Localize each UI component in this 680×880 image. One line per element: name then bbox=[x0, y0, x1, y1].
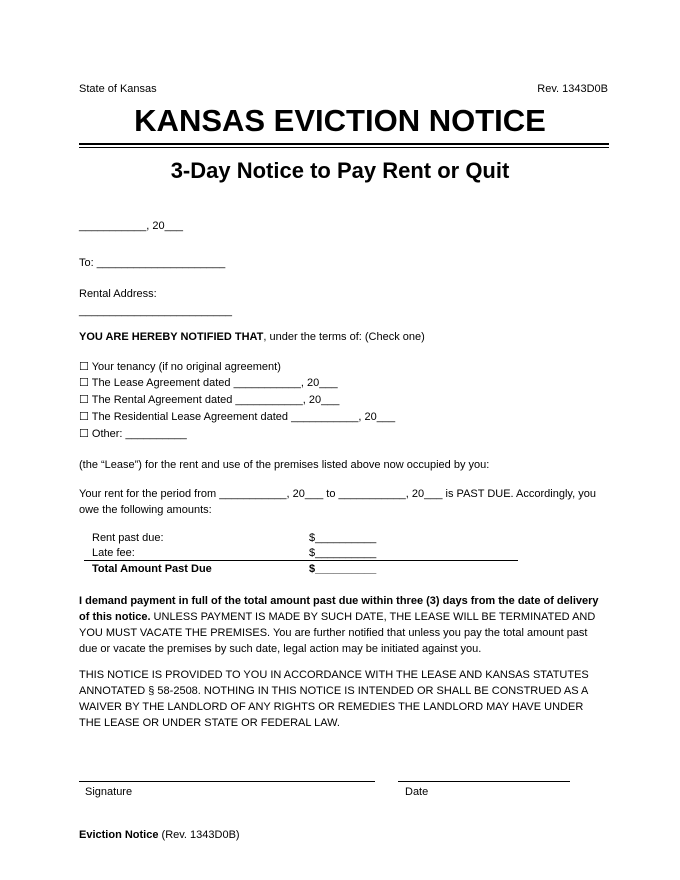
title-rule-thin bbox=[79, 147, 609, 148]
option-tenancy[interactable]: ☐ Your tenancy (if no original agreement) bbox=[79, 361, 281, 373]
revision-label: Rev. 1343D0B bbox=[537, 83, 608, 95]
option-other[interactable]: ☐ Other: __________ bbox=[79, 428, 187, 440]
rental-address-label: Rental Address: bbox=[79, 288, 157, 300]
lease-statement: (the “Lease”) for the rent and use of the premises listed above now occupied by you: bbox=[79, 459, 490, 471]
to-line: To: _____________________ bbox=[79, 257, 226, 269]
option-lease-agreement[interactable]: ☐ The Lease Agreement dated ___________, 20___ bbox=[79, 377, 338, 389]
rent-past-due-value: $__________ bbox=[309, 532, 377, 544]
rental-address-blank: _________________________ bbox=[79, 305, 232, 317]
title-rule-thick bbox=[79, 143, 609, 145]
late-fee-label: Late fee: bbox=[92, 547, 135, 559]
document-subtitle: 3-Day Notice to Pay Rent or Quit bbox=[170, 158, 510, 183]
date-label: Date bbox=[405, 786, 429, 798]
notified-statement bbox=[79, 329, 425, 345]
notified-rest: , under the terms of: (Check one) bbox=[263, 331, 425, 343]
option-residential-lease[interactable]: ☐ The Residential Lease Agreement dated ___________, 20___ bbox=[79, 411, 396, 423]
date-line: ___________, 20___ bbox=[79, 220, 183, 232]
rent-past-due-label: Rent past due: bbox=[92, 532, 164, 544]
total-past-due-label: Total Amount Past Due bbox=[92, 563, 212, 575]
date-signature-line[interactable] bbox=[398, 781, 570, 782]
state-label: State of Kansas bbox=[79, 83, 157, 95]
demand-paragraph bbox=[79, 593, 607, 657]
footer bbox=[79, 827, 240, 843]
footer-bold: Eviction Notice bbox=[79, 829, 159, 841]
notified-bold: YOU ARE HEREBY NOTIFIED THAT bbox=[79, 331, 264, 343]
option-rental-agreement[interactable]: ☐ The Rental Agreement dated ___________, 20___ bbox=[79, 394, 340, 406]
document-title: KANSAS EVICTION NOTICE bbox=[134, 103, 546, 138]
rent-period-paragraph: Your rent for the period from ___________, 20___ to ___________, 20___ is PAST DUE. Accordingly, you owe the following amounts: bbox=[79, 488, 596, 516]
signature-label: Signature bbox=[85, 786, 133, 798]
signature-line[interactable] bbox=[79, 781, 375, 782]
statute-paragraph: THIS NOTICE IS PROVIDED TO YOU IN ACCORDANCE WITH THE LEASE AND KANSAS STATUTES ANNOTATED § 58-2508. NOTHING IN THIS NOTICE IS INTENDED OR SHALL BE CONSTRUED AS A WAIVER BY THE LANDLORD OF ANY RIGHTS OR REMEDIES THE LANDLORD MAY HAVE UNDER THE LEASE OR UNDER STATE OR FEDERAL LAW. bbox=[79, 669, 589, 729]
total-past-due-value: $__________ bbox=[309, 563, 377, 575]
demand-bold: I demand payment in full of the total amount past due within three (3) days from the date of delivery of this notice. bbox=[79, 595, 599, 623]
demand-rest: UNLESS PAYMENT IS MADE BY SUCH DATE, THE LEASE WILL BE TERMINATED AND YOU MUST VACATE THE PREMISES. You are further notified that unless you pay the total amount past due or vacate the premises by such date, legal action may be initiated against you. bbox=[79, 611, 596, 655]
footer-rest: (Rev. 1343D0B) bbox=[158, 829, 240, 841]
late-fee-value: $__________ bbox=[309, 547, 377, 559]
